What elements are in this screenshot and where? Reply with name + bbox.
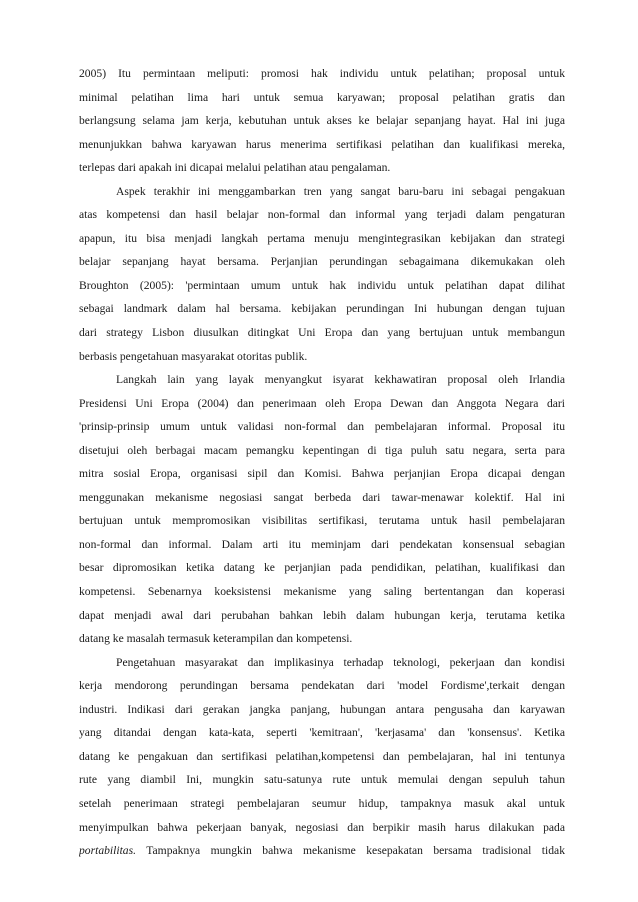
text-line: Broughton (2005): 'permintaan umum untuk hak individu untuk pelatihan dapat dilihat (79, 278, 565, 292)
text-line: non-formal dan informal. Dalam arti itu meminjam dari pendekatan konsensual sebagian (79, 537, 565, 551)
text-line: Presidensi Uni Eropa (2004) dan penerimaan oleh Eropa Dewan dan Anggota Negara dari (79, 396, 565, 410)
text-line: dari strategy Lisbon diusulkan ditingkat Uni Eropa dan yang bertujuan untuk membangun (79, 326, 565, 340)
text-line: datang ke masalah termasuk keterampilan dan kompetensi. (79, 632, 353, 646)
paragraph-2 (79, 180, 565, 368)
text-line: mitra sosial Eropa, organisasi sipil dan Komisi. Bahwa perjanjian Eropa dicapai dengan (79, 467, 565, 481)
text-line: menyimpulkan bahwa pekerjaan banyak, negosiasi dan berpikir masih harus dilakukan pada (79, 820, 565, 834)
text-line: terlepas dari apakah ini dicapai melalui pelatihan atau pengalaman. (79, 161, 391, 175)
text-line: atas kompetensi dan hasil belajar non-formal dan informal yang terjadi dalam pengaturan (79, 208, 565, 222)
text-line (79, 839, 565, 863)
text-line: bertujuan untuk mempromosikan visibilitas sertifikasi, terutama untuk hasil pembelajaran (79, 514, 565, 528)
document-page (79, 62, 565, 863)
text-line: 2005) Itu permintaan meliputi: promosi hak individu untuk pelatihan; proposal untuk (79, 67, 565, 80)
text-line: berbasis pengetahuan masyarakat otoritas publik. (79, 349, 308, 363)
text-line: menunjukkan bahwa karyawan harus menerima sertifikasi pelatihan dan kualifikasi mereka, (79, 137, 565, 151)
text-line: belajar sepanjang hayat bersama. Perjanjian perundingan sebagaimana dikemukakan oleh (79, 255, 565, 269)
text-line: disetujui oleh berbagai macam pemangku kepentingan di tiga puluh satu negara, serta para (79, 443, 565, 457)
text-line: berlangsung selama jam kerja, kebutuhan untuk akses ke belajar sepanjang hayat. Hal ini juga (79, 114, 565, 128)
text-line: minimal pelatihan lima hari untuk semua karyawan; proposal pelatihan gratis dan (79, 90, 565, 104)
text-line: menggunakan mekanisme negosiasi sangat berbeda dari tawar-menawar kolektif. Hal ini (79, 490, 565, 504)
text-line: sebagai landmark dalam hal bersama. kebijakan perundingan Ini hubungan dengan tujuan (79, 302, 565, 316)
text-line: kerja mendorong perundingan bersama pendekatan dari 'model Fordisme',terkait dengan (79, 679, 565, 693)
text-line: dapat menjadi awal dari perubahan bahkan lebih dalam hubungan kerja, terutama ketika (79, 608, 565, 622)
text-line: kompetensi. Sebenarnya koeksistensi mekanisme yang saling bertentangan dan koperasi (79, 585, 565, 599)
text-line: Aspek terakhir ini menggambarkan tren yang sangat baru-baru ini sebagai pengakuan (116, 184, 565, 198)
paragraph-1 (79, 62, 565, 180)
text-line: datang ke pengakuan dan sertifikasi pelatihan,kompetensi dan pembelajaran, hal ini tentunya (79, 749, 565, 763)
text-line: Langkah lain yang layak menyangkut isyarat kekhawatiran proposal oleh Irlandia (116, 373, 565, 387)
text-line: 'prinsip-prinsip umum untuk validasi non-formal dan pembelajaran informal. Proposal itu (79, 420, 565, 434)
paragraph-3 (79, 368, 565, 651)
text-line: rute yang diambil Ini, mungkin satu-satunya rute untuk memulai dengan sepuluh tahun (79, 773, 565, 787)
text-line: yang ditandai dengan kata-kata, seperti 'kemitraan', 'kerjasama' dan 'konsensus'. Ketika (79, 726, 565, 740)
text-line: setelah penerimaan strategi pembelajaran seumur hidup, tampaknya masuk akal untuk (79, 796, 565, 810)
text-line: besar dipromosikan ketika datang ke perjanjian pada pendidikan, pelatihan, kualifikasi dan (79, 561, 565, 575)
paragraph-4 (79, 651, 565, 863)
italic-term: portabilitas. (79, 844, 137, 858)
text-line: industri. Indikasi dari gerakan jangka panjang, hubungan antara pengusaha dan karyawan (79, 702, 565, 716)
text-line: apapun, itu bisa menjadi langkah pertama menuju mengintegrasikan kebijakan dan strategi (79, 231, 565, 245)
text-line-rest: Tampaknya mungkin bahwa mekanisme kesepakatan bersama tradisional tidak (136, 844, 565, 858)
text-line: Pengetahuan masyarakat dan implikasinya terhadap teknologi, pekerjaan dan kondisi (116, 655, 565, 669)
